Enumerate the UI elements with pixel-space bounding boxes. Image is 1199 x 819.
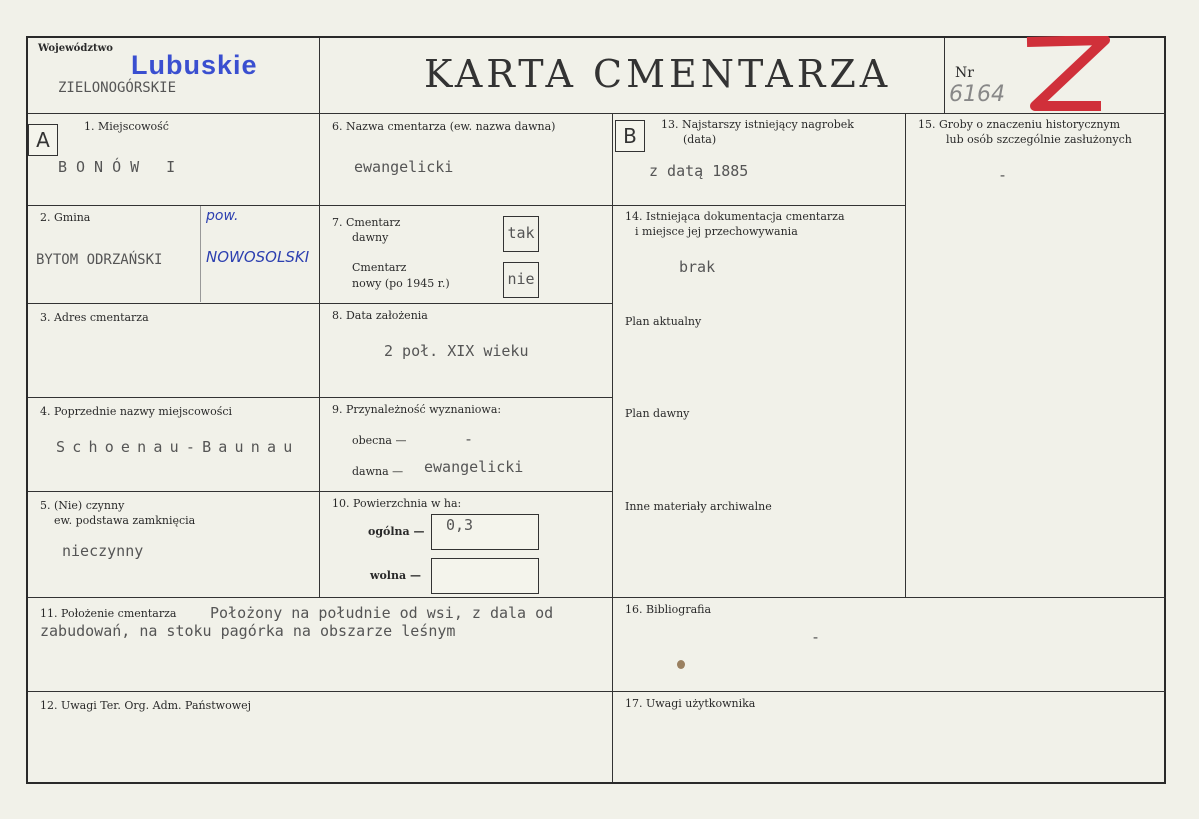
- field-7-nowy-label-2: nowy (po 1945 r.): [352, 277, 450, 290]
- field-4-label: 4. Poprzednie nazwy miejscowości: [40, 405, 233, 418]
- field-9-dawna-label: dawna —: [352, 465, 404, 478]
- field-8-value: 2 poł. XIX wieku: [384, 342, 529, 360]
- field-8-cell: [320, 304, 613, 398]
- field-12-cell: [28, 692, 613, 782]
- field-2-value: BYTOM ODRZAŃSKI: [36, 252, 163, 268]
- field-6-cell: [320, 114, 613, 206]
- field-9-dawna-value: ewangelicki: [424, 458, 524, 476]
- field-1-value: BONÓW I: [58, 158, 185, 176]
- inne-materialy-label: Inne materiały archiwalne: [625, 500, 772, 513]
- field-13-cell: [613, 114, 906, 206]
- ink-spot: [677, 660, 685, 669]
- field-10-cell: [320, 492, 613, 598]
- nr-label: Nr: [955, 65, 974, 81]
- field-11-label: 11. Położenie cmentarza: [40, 607, 177, 620]
- field-9-cell: [320, 398, 613, 492]
- field-7-cell: [320, 206, 613, 304]
- field-17-cell: [613, 692, 1166, 782]
- field-10-wolna-box: [431, 558, 539, 594]
- field-3-label: 3. Adres cmentarza: [40, 311, 149, 324]
- field-9-obecna-label: obecna —: [352, 434, 407, 447]
- field-9-label: 9. Przynależność wyznaniowa:: [332, 403, 502, 416]
- field-7-dawny-box: tak: [503, 216, 539, 252]
- field-10-ogolna-value: 0,3: [446, 516, 474, 534]
- field-6-label: 6. Nazwa cmentarza (ew. nazwa dawna): [332, 120, 556, 133]
- field-16-label: 16. Bibliografia: [625, 603, 712, 616]
- field-7-label-1: 7. Cmentarz: [332, 216, 401, 229]
- field-2-note-top: pow.: [206, 208, 239, 224]
- field-15-label-1: 15. Groby o znaczeniu historycznym: [918, 118, 1121, 131]
- voivodeship-stamp: Lubuskie: [131, 50, 258, 80]
- field-2-divider: [200, 206, 201, 302]
- voivodeship-cell: [28, 38, 320, 114]
- field-10-label: 10. Powierzchnia w ha:: [332, 497, 462, 510]
- section-b-box: B: [615, 120, 645, 152]
- field-8-label: 8. Data założenia: [332, 309, 428, 322]
- field-11-value-1: Położony na południe od wsi, z dala od: [210, 604, 554, 622]
- voivodeship-label: Województwo: [38, 43, 113, 54]
- page-title: KARTA CMENTARZA: [424, 52, 892, 96]
- field-15-value: -: [998, 166, 1008, 184]
- field-2-note-bottom: NOWOSOLSKI: [206, 248, 310, 266]
- field-7-nowy-label-1: Cmentarz: [352, 261, 407, 274]
- field-14-label-2: i miejsce jej przechowywania: [635, 225, 798, 238]
- field-15-cell: [906, 114, 1166, 598]
- section-a-box: A: [28, 124, 58, 156]
- field-2-label: 2. Gmina: [40, 211, 91, 224]
- field-16-value: -: [811, 628, 821, 646]
- field-10-wolna-label: wolna —: [370, 569, 421, 582]
- field-17-label: 17. Uwagi użytkownika: [625, 697, 756, 710]
- plan-aktualny-label: Plan aktualny: [625, 315, 702, 328]
- field-9-obecna-value: -: [464, 430, 474, 448]
- field-10-ogolna-box: [431, 514, 539, 550]
- field-15-label-2: lub osób szczególnie zasłużonych: [946, 133, 1132, 146]
- field-14-label-1: 14. Istniejąca dokumentacja cmentarza: [625, 210, 845, 223]
- field-6-value: ewangelicki: [354, 158, 454, 176]
- nr-value: 6164: [949, 82, 1005, 107]
- field-13-value: z datą 1885: [649, 162, 749, 180]
- field-1-cell: [28, 114, 320, 206]
- field-5-label-2: ew. podstawa zamknięcia: [54, 514, 196, 527]
- plan-dawny-label: Plan dawny: [625, 407, 690, 420]
- field-10-ogolna-label: ogólna —: [368, 525, 425, 538]
- number-cell: [945, 38, 1166, 114]
- corner-letter-z: [1021, 36, 1111, 116]
- field-14-value: brak: [679, 258, 716, 276]
- field-7-label-2: dawny: [352, 231, 389, 244]
- field-4-value: Schoenau-Baunau: [56, 438, 300, 456]
- field-16-cell: [613, 598, 1166, 692]
- field-7-nowy-box: nie: [503, 262, 539, 298]
- card-frame: [26, 36, 1166, 784]
- field-2-cell: [28, 206, 320, 304]
- field-11-value-2: zabudowań, na stoku pagórka na obszarze leśnym: [40, 622, 456, 640]
- title-cell: [320, 38, 945, 114]
- field-14-cell: [613, 206, 906, 598]
- field-5-label-1: 5. (Nie) czynny: [40, 499, 125, 512]
- field-4-cell: [28, 398, 320, 492]
- field-11-cell: [28, 598, 613, 692]
- field-5-cell: [28, 492, 320, 598]
- field-1-label: 1. Miejscowość: [84, 120, 169, 133]
- field-13-label-2: (data): [683, 133, 717, 146]
- field-13-label-1: 13. Najstarszy istniejący nagrobek: [661, 118, 854, 131]
- field-5-value: nieczynny: [62, 542, 144, 560]
- voivodeship-old: ZIELONOGÓRSKIE: [58, 80, 177, 96]
- field-3-cell: [28, 304, 320, 398]
- field-12-label: 12. Uwagi Ter. Org. Adm. Państwowej: [40, 699, 252, 712]
